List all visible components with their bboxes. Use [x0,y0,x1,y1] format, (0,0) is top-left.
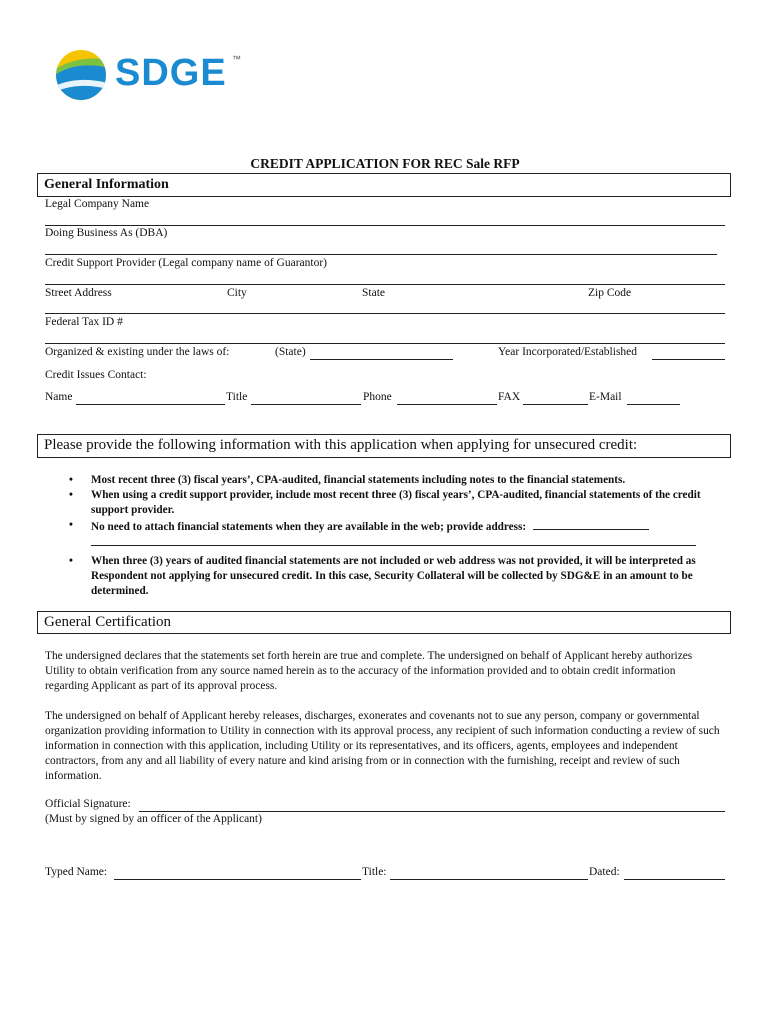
city-label: City [227,287,247,299]
bullet-text: When using a credit support provider, include most recent three (3) fiscal years’, CPA-audited, financial statements of the credit support provider. [91,489,701,516]
bullet-icon: • [69,519,73,531]
credit-support-provider-field[interactable] [45,284,725,285]
contact-name-field[interactable] [76,404,225,405]
list-item [69,488,716,518]
bullet-text: Most recent three (3) fiscal years’, CPA-audited, financial statements including notes to the financial statements. [91,474,626,486]
signer-title-label: Title: [362,866,387,878]
dated-label: Dated: [589,866,620,878]
list-item [69,473,716,488]
address-field[interactable] [45,313,725,314]
must-be-signed-note: (Must by signed by an officer of the Applicant) [45,813,262,825]
logo-trademark: ™ [232,54,241,64]
list-item [69,518,716,546]
bullet-text: When three (3) years of audited financial statements are not included or web address was not provided, it will be interpreted as Respondent not applying for unsecured credit. In this case, Security Collateral will be collected by SDG&E in an amount to be determined. [91,555,696,597]
contact-phone-field[interactable] [397,404,497,405]
year-incorporated-field[interactable] [652,359,725,360]
contact-title-label: Title [226,391,248,403]
official-signature-field[interactable] [139,811,725,812]
unsecured-requirements-list [69,473,716,599]
contact-title-field[interactable] [251,404,361,405]
credit-issues-contact-label: Credit Issues Contact: [45,369,147,381]
contact-fax-label: FAX [498,391,521,403]
unsecured-header-box [37,434,731,458]
street-address-label: Street Address [45,287,112,299]
unsecured-header: Please provide the following information with this application when applying for unsecured credit: [44,437,638,453]
credit-support-provider-label: Credit Support Provider (Legal company name of Guarantor) [45,257,327,269]
page-title: CREDIT APPLICATION FOR REC Sale RFP [250,156,520,171]
bullet-icon: • [69,474,73,486]
zip-code-label: Zip Code [588,287,632,299]
typed-name-field[interactable] [114,879,361,880]
web-address-field-line2[interactable] [91,535,696,546]
sdge-logo [55,48,245,104]
bullet-icon: • [69,489,73,501]
contact-email-label: E-Mail [589,391,622,403]
dba-field[interactable] [45,254,717,255]
bullet-text: No need to attach financial statements when they are available in the web; provide address: [91,521,527,533]
dated-field[interactable] [624,879,725,880]
signer-title-field[interactable] [390,879,588,880]
certification-header: General Certification [44,614,172,630]
contact-name-label: Name [45,391,73,403]
dba-label: Doing Business As (DBA) [45,227,168,239]
contact-email-field[interactable] [627,404,680,405]
logo-wordmark: SDGE [115,52,227,94]
certification-paragraph-1: The undersigned declares that the statements set forth herein are true and complete. The undersigned on behalf of Applicant hereby authorizes Utility to obtain verification from any source named herein as to the accuracy of the information provided and to obtain credit information regarding Applicant as part of its approval process. [45,650,693,692]
year-incorporated-label: Year Incorporated/Established [498,346,638,358]
state-paren-label: (State) [275,346,306,358]
bullet-icon: • [69,555,73,567]
certification-paragraph-2: The undersigned on behalf of Applicant hereby releases, discharges, exonerates and covenants not to sue any person, company or governmental organization providing information to Utility in connection with its approval process, any recipient of such information conducting a review of such information in connection with this application, including Utility or its representatives, and its officers, agents, employees and independent contractors, from any and all liability of every nature and kind arising from or in connection with the furnishing, receipt and review of such information. [45,710,720,782]
sdge-logo-mark [55,48,107,102]
typed-name-label: Typed Name: [45,866,108,878]
official-signature-label: Official Signature: [45,798,131,810]
list-item [69,554,716,599]
general-info-header: General Information [44,177,169,192]
organized-state-field[interactable] [310,359,453,360]
web-address-field[interactable] [533,518,649,530]
federal-tax-id-field[interactable] [45,343,725,344]
legal-company-name-field[interactable] [45,225,725,226]
contact-fax-field[interactable] [523,404,588,405]
organized-under-label: Organized & existing under the laws of: [45,346,230,358]
federal-tax-id-label: Federal Tax ID # [45,316,123,328]
state-label: State [362,287,385,299]
legal-company-name-label: Legal Company Name [45,198,150,210]
certification-header-box [37,611,731,634]
contact-phone-label: Phone [363,391,392,403]
general-info-header-box [37,173,731,197]
